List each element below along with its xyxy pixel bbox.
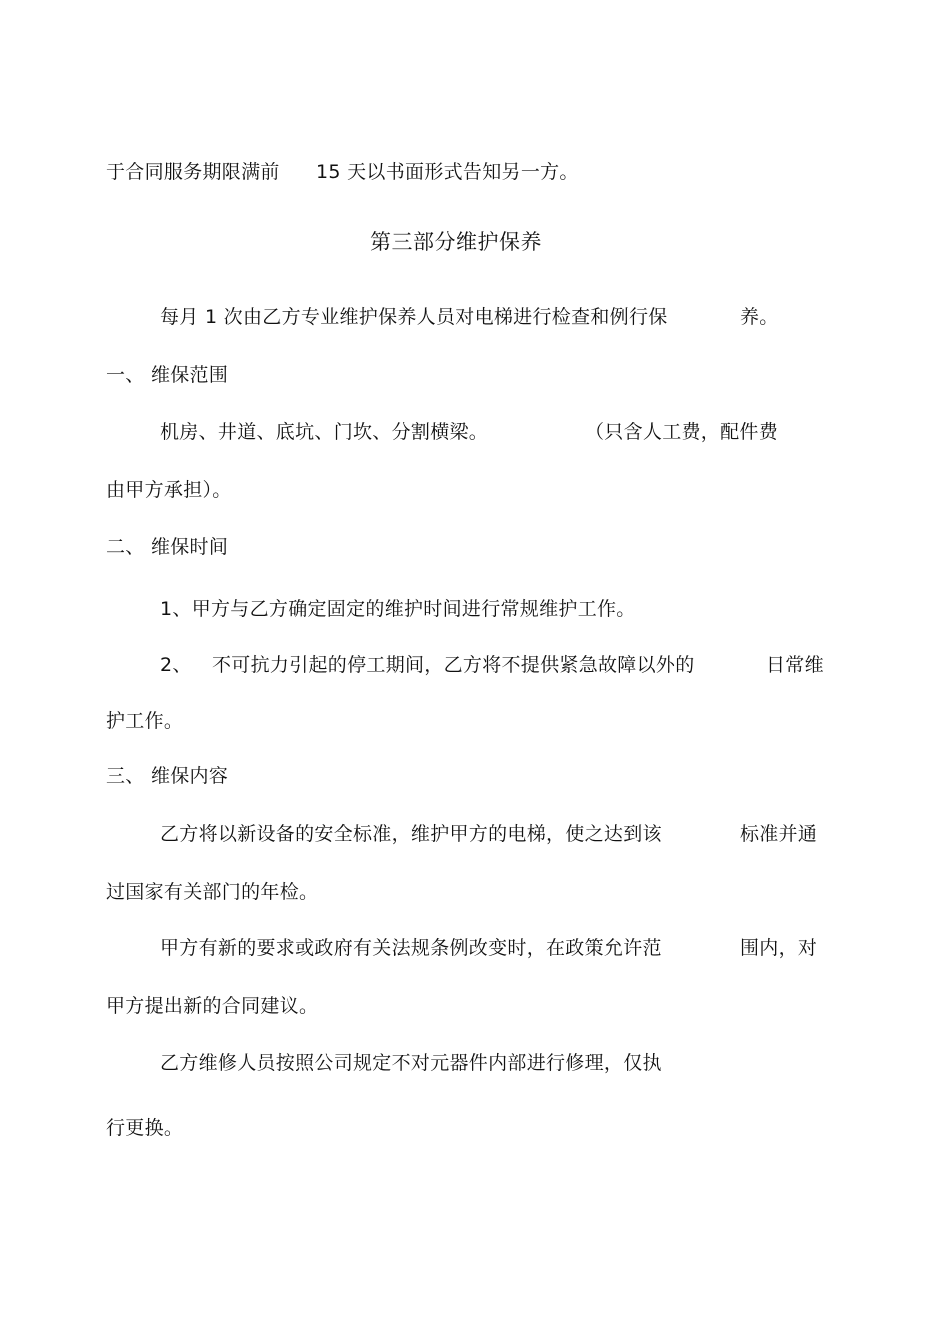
section-title: 第三部分维护保养 <box>370 230 542 254</box>
text-line: 日常维 <box>766 654 824 676</box>
text-line: 护工作。 <box>106 710 184 732</box>
text-line: 1、甲方与乙方确定固定的维护时间进行常规维护工作。 <box>160 598 636 620</box>
text-line: 于合同服务期限满前 <box>106 161 280 183</box>
text-line: 过国家有关部门的年检。 <box>106 881 319 903</box>
text-line: 乙方维修人员按照公司规定不对元器件内部进行修理，仅执 <box>160 1052 662 1074</box>
text-line: 行更换。 <box>106 1117 184 1139</box>
list-number: 2、 <box>160 654 192 676</box>
text-line: 甲方有新的要求或政府有关法规条例改变时，在政策允许范 <box>160 937 662 959</box>
text-line: 标准并通 <box>740 823 818 845</box>
text-line: 甲方提出新的合同建议。 <box>106 995 319 1017</box>
text-line: 15 天以书面形式告知另一方。 <box>316 161 579 183</box>
text-line: 由甲方承担）。 <box>106 479 232 501</box>
section-heading: 一、 维保范围 <box>106 364 229 386</box>
text-line: 乙方将以新设备的安全标准，维护甲方的电梯，使之达到该 <box>160 823 662 845</box>
text-line: （只含人工费，配件费 <box>585 421 779 443</box>
text-line: 每月 1 次由乙方专业维护保养人员对电梯进行检查和例行保 <box>160 306 668 328</box>
text-line: 养。 <box>740 306 779 328</box>
text-line: 不可抗力引起的停工期间，乙方将不提供紧急故障以外的 <box>212 654 695 676</box>
text-line: 机房、井道、底坑、门坎、分割横梁。 <box>160 421 489 443</box>
section-heading: 三、 维保内容 <box>106 765 229 787</box>
text-line: 围内，对 <box>740 937 818 959</box>
section-heading: 二、 维保时间 <box>106 536 229 558</box>
